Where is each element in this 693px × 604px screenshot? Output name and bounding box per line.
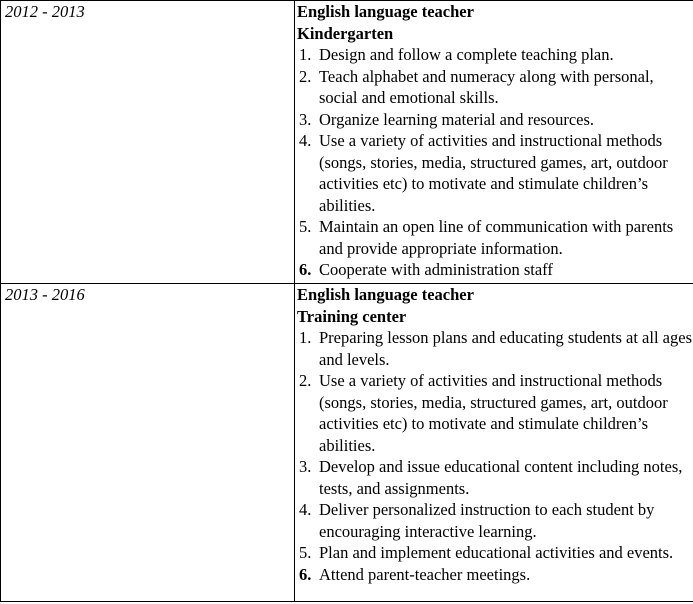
duty-item — [297, 109, 693, 131]
duty-text: Attend parent-teacher meetings. — [319, 564, 531, 584]
duty-text: Use a variety of activities and instructional methods (songs, stories, media, structured games, art, outdoor activities etc) to motivate and stimulate children’s abilities. — [319, 131, 668, 215]
organization-name: Training center — [297, 306, 407, 326]
job-details-cell — [295, 284, 693, 602]
duty-text: Teach alphabet and numeracy along with personal, social and emotional skills. — [319, 66, 654, 107]
duty-text: Organize learning material and resources. — [319, 109, 595, 129]
job-details-cell — [295, 1, 693, 284]
duty-text: Deliver personalized instruction to each student by encouraging interactive learning. — [319, 500, 655, 541]
date-cell — [1, 284, 295, 602]
duty-item — [297, 130, 693, 216]
duty-number: 5. — [299, 217, 312, 236]
duty-item — [297, 456, 693, 499]
duty-number: 6. — [299, 260, 312, 279]
date-range: 2013 - 2016 — [5, 285, 85, 304]
duty-text: Maintain an open line of communication with parents and provide appropriate information. — [319, 217, 674, 258]
duty-text: Cooperate with administration staff — [319, 260, 553, 279]
duty-number: 4. — [299, 500, 312, 519]
duty-number: 4. — [299, 131, 312, 150]
job-title: English language teacher — [297, 2, 474, 21]
organization-name: Kindergarten — [297, 23, 394, 43]
duty-item — [297, 216, 693, 259]
duty-item — [297, 499, 693, 542]
duty-number: 1. — [299, 45, 312, 64]
duty-item — [297, 259, 693, 281]
date-cell — [1, 1, 295, 284]
date-range: 2012 - 2013 — [5, 2, 85, 21]
duty-number: 3. — [299, 457, 312, 476]
duty-number: 6. — [299, 564, 312, 584]
duty-item — [297, 564, 693, 586]
duty-number: 3. — [299, 109, 312, 129]
duty-item — [297, 327, 693, 370]
duty-text: Design and follow a complete teaching plan. — [319, 45, 614, 64]
duty-item — [297, 542, 693, 564]
duty-item — [297, 66, 693, 109]
duties-list — [297, 44, 693, 281]
duty-number: 5. — [299, 543, 312, 562]
experience-row — [1, 1, 693, 284]
duty-text: Preparing lesson plans and educating students at all ages and levels. — [319, 328, 692, 369]
duty-number: 2. — [299, 66, 312, 86]
duty-number: 2. — [299, 371, 312, 390]
duty-text: Develop and issue educational content including notes, tests, and assignments. — [319, 457, 683, 498]
experience-row — [1, 284, 693, 602]
job-title: English language teacher — [297, 285, 474, 304]
duty-number: 1. — [299, 328, 312, 347]
duty-text: Use a variety of activities and instructional methods (songs, stories, media, structured games, art, outdoor activities etc) to motivate and stimulate children’s abilities. — [319, 371, 668, 455]
duty-item — [297, 44, 693, 66]
duties-list — [297, 327, 693, 585]
duty-text: Plan and implement educational activities and events. — [319, 543, 674, 562]
duty-item — [297, 370, 693, 456]
